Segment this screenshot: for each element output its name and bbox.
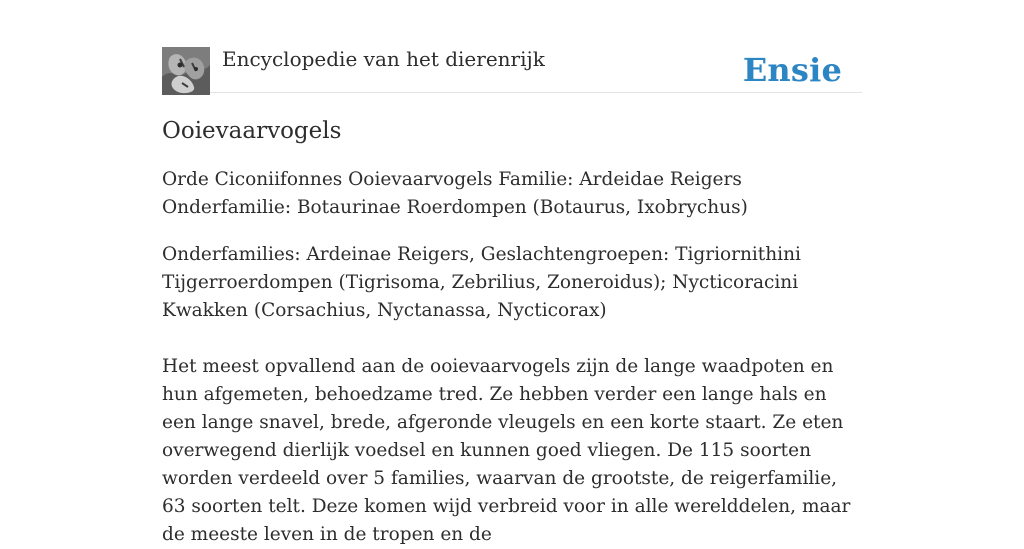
brand-logo[interactable]: Ensie — [742, 51, 842, 89]
header — [162, 0, 862, 93]
source-title[interactable]: Encyclopedie van het dierenrijk — [222, 47, 545, 71]
entry-paragraph: Het meest opvallend aan de ooievaarvogels zijn de lange waadpoten en hun afgemeten, behoedzame tred. Ze hebben verder een lange hals en een lange snavel, brede, afgeronde vleugels en een korte staart. Ze eten overwegend dierlijk voedsel en kunnen goed vliegen. De 115 soorten worden verdeeld over 5 families, waarvan de grootste, de reigerfamilie, 63 soorten telt. Deze komen wijd verbreid voor in alle werelddelen, maar de meeste leven in de tropen en de — [162, 356, 851, 545]
entry-paragraph: Orde Ciconiifonnes Ooievaarvogels Familie: Ardeidae Reigers Onderfamilie: Botaurinae Roerdompen (Botaurus, Ixobrychus) — [162, 169, 748, 218]
animal-photo-avatar-icon — [162, 47, 210, 95]
entry-paragraph: Onderfamilies: Ardeinae Reigers, Geslachtengroepen: Tigriornithini Tijgerroerdompen (Tigrisoma, Zebrilius, Zoneroidus); Nycticoracini Kwakken (Corsachius, Nyctanassa, Nycticorax) — [162, 244, 801, 321]
source-avatar[interactable] — [162, 47, 210, 95]
page — [162, 0, 862, 545]
entry-content — [162, 116, 862, 549]
entry-title: Ooievaarvogels — [162, 118, 342, 144]
